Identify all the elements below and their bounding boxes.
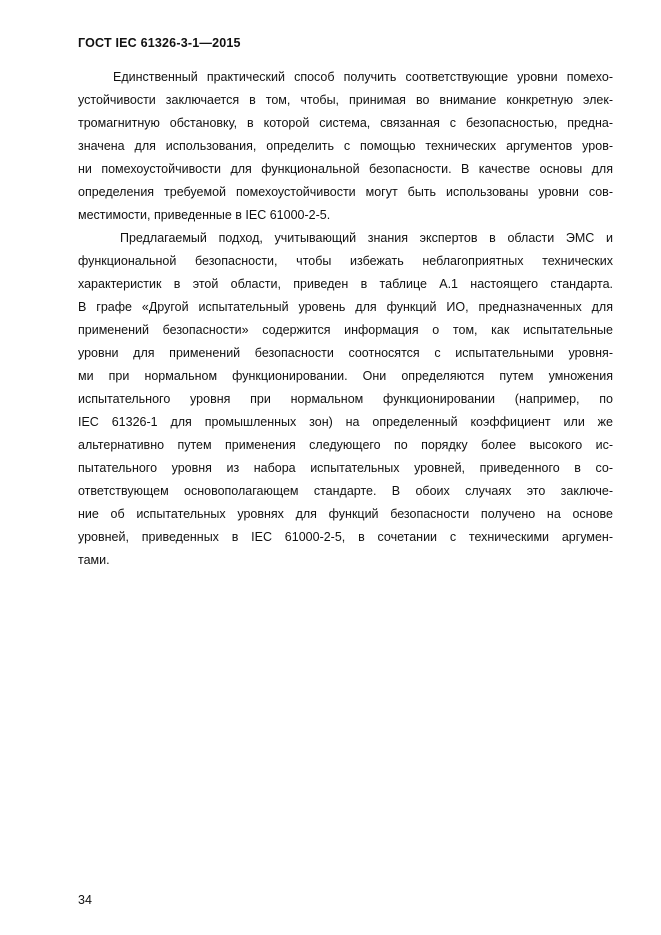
paragraph-line: IEC 61326-1 для промышленных зон) на определенный коэффициент или же bbox=[78, 415, 613, 429]
paragraph-line: уровней, приведенных в IEC 61000-2-5, в сочетании с техническими аргумен- bbox=[78, 530, 613, 544]
paragraph-line: ние об испытательных уровнях для функций безопасности получено на основе bbox=[78, 507, 613, 521]
page-number: 34 bbox=[78, 893, 92, 907]
paragraph-line: местимости, приведенные в IEC 61000-2-5. bbox=[78, 208, 331, 222]
paragraph-line: Единственный практический способ получить соответствующие уровни помехо- bbox=[113, 70, 613, 84]
paragraph-line: функциональной безопасности, чтобы избежать неблагоприятных технических bbox=[78, 254, 613, 268]
document-header: ГОСТ IEC 61326-3-1—2015 bbox=[78, 36, 241, 50]
paragraph-line: тромагнитную обстановку, в которой система, связанная с безопасностью, предна- bbox=[78, 116, 613, 130]
paragraph-line: значена для использования, определить с помощью технических аргументов уров- bbox=[78, 139, 613, 153]
paragraph-line: устойчивости заключается в том, чтобы, принимая во внимание конкретную элек- bbox=[78, 93, 613, 107]
paragraph-line: испытательного уровня при нормальном функционировании (например, по bbox=[78, 392, 613, 406]
paragraph-line: пытательного уровня из набора испытательных уровней, приведенного в со- bbox=[78, 461, 613, 475]
paragraph-line: ответствующем основополагающем стандарте. В обоих случаях это заключе- bbox=[78, 484, 613, 498]
paragraph-line: ми при нормальном функционировании. Они определяются путем умножения bbox=[78, 369, 613, 383]
paragraph-line: ни помехоустойчивости для функциональной безопасности. В качестве основы для bbox=[78, 162, 613, 176]
paragraph-line: В графе «Другой испытательный уровень для функций ИО, предназначенных для bbox=[78, 300, 613, 314]
paragraph-line: уровни для применений безопасности соотносятся с испытательными уровня- bbox=[78, 346, 613, 360]
paragraph-line: Предлагаемый подход, учитывающий знания экспертов в области ЭМС и bbox=[120, 231, 613, 245]
paragraph-line: определения требуемой помехоустойчивости могут быть использованы уровни сов- bbox=[78, 185, 613, 199]
paragraph-line: применений безопасности» содержится информация о том, как испытательные bbox=[78, 323, 613, 337]
paragraph-line: характеристик в этой области, приведен в таблице А.1 настоящего стандарта. bbox=[78, 277, 613, 291]
paragraph-line: альтернативно путем применения следующего по порядку более высокого ис- bbox=[78, 438, 613, 452]
paragraph-line: тами. bbox=[78, 553, 110, 567]
